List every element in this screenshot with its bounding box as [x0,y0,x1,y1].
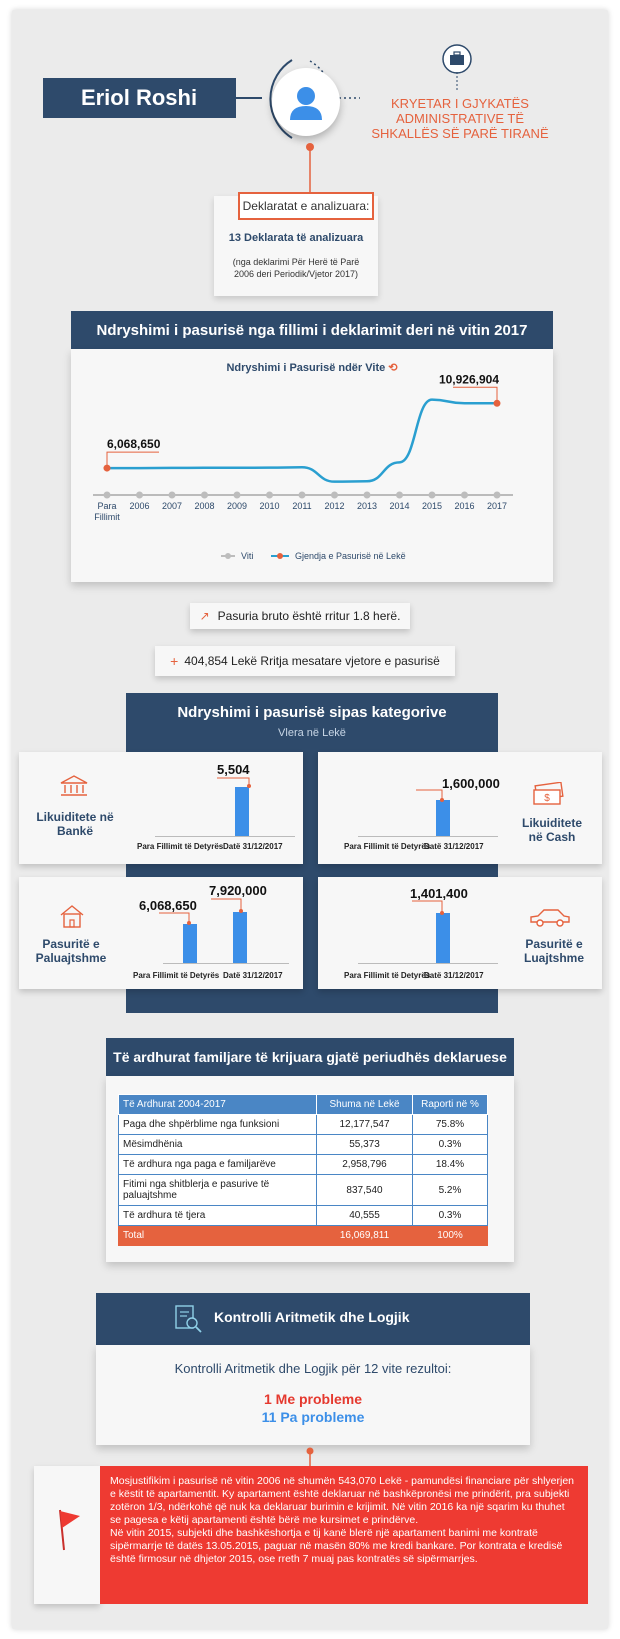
income-section-title: Të ardhurat familjare të krijuara gjatë periudhës deklaruese [106,1038,514,1076]
bank-x-after: Datë 31/12/2017 [223,842,283,851]
wealth-chart-title: Ndryshimi i Pasurisë ndër Vite ⟲ [226,362,398,374]
bank-leader [215,776,255,788]
income-source: Paga dhe shpërblime nga funksioni [119,1115,317,1135]
finding-connector [303,1446,317,1468]
table-row [119,1135,488,1155]
declarations-count: 13 Deklarata të analizuara [228,232,364,244]
bank-x-before: Para Fillimit të Detyrës [137,842,224,851]
income-ratio: 75.8% [413,1115,488,1135]
x-tick-label: 2011 [292,501,312,511]
legend-wealth-marker [277,553,283,559]
person-name: Eriol Roshi [43,78,235,118]
finding-box [100,1466,588,1604]
movable-bar-after [436,913,450,963]
cash-bar-after [436,800,450,836]
x-tick-label: 2016 [454,501,475,511]
declarations-box [214,196,378,296]
declarations-label: Deklaratat e analizuara: [238,192,374,220]
control-card [96,1345,530,1445]
wealth-end-leader [453,387,497,403]
wealth-series-line [107,400,497,482]
x-tick-label: Para [97,501,117,511]
x-axis-point [234,492,241,499]
wealth-end-label: 10,926,904 [438,372,499,387]
income-source: Të ardhura nga paga e familjarëve [119,1155,317,1175]
declarations-note: (nga deklarimi Për Herë të Parë 2006 deri Periodik/Vjetor 2017) [232,257,360,279]
wealth-chart-card [71,349,553,582]
x-tick-label: 2015 [421,501,443,511]
cash-x-after: Datë 31/12/2017 [424,842,484,851]
house-icon [59,903,85,929]
category-section-title: Ndryshimi i pasurisë sipas kategorive [177,704,447,721]
realestate-after-leader [209,897,249,913]
income-table-header [119,1095,488,1115]
income-ratio: 0.3% [413,1206,488,1226]
finding-paragraph-1: Mosjustifikim i pasurisë në vitin 2006 në shumën 543,070 Lekë - pamundësi financiare për shlyerjen e këstit të apartamentit. Ky apartament është deklaruar në bashkëpronësi me prindërit, pra subjekti zotëron 1/3, ndërkohë që nuk ka deklaruar burimin e krijimit. Në vitin 2016 ka një sqarim ku thuhet se pagesa e këtij apartamenti është bërë me kursimet e prindërve. [110,1475,575,1526]
user-icon [272,68,340,136]
income-table-card [106,1076,514,1262]
income-col-source: Të Ardhurat 2004-2017 [119,1095,317,1115]
control-section-header [96,1293,530,1345]
income-amount: 55,373 [317,1135,413,1155]
income-table [118,1094,488,1246]
avatar [272,68,340,136]
x-tick-label: 2009 [226,501,248,511]
x-tick-label: 2014 [389,501,410,511]
vertical-connector [303,140,317,196]
x-axis-point [396,492,403,499]
svg-text:$: $ [544,793,550,804]
briefcase-icon [442,44,472,74]
realestate-x-before: Para Fillimit të Detyrës [133,971,220,980]
realestate-bar-after [233,912,247,963]
realestate-label: Pasuritë e Paluajtshme [35,937,107,965]
table-row [119,1115,488,1135]
movable-leader [410,899,450,915]
cash-icon [532,782,566,808]
x-axis-point [104,492,111,499]
legend-wealth-label: Gjendja e Pasurisë në Lekë [295,551,406,561]
cash-leader [414,788,450,802]
income-col-amount: Shuma në Lekë [317,1095,413,1115]
movable-x-after: Datë 31/12/2017 [424,971,484,980]
x-axis-point [136,492,143,499]
avg-growth-note: + 404,854 Lekë Rritja mesatare vjetore e pasurisë [155,646,455,676]
plus-icon: + [170,653,179,669]
x-tick-label: 2012 [324,501,345,511]
legend-year-label: Viti [241,551,254,561]
income-source: Të ardhura të tjera [119,1206,317,1226]
x-axis-point [331,492,338,499]
movable-x-before: Para Fillimit të Detyrës [344,971,431,980]
income-amount: 40,555 [317,1206,413,1226]
bank-card [19,752,303,864]
flag-panel [34,1466,100,1604]
x-axis-point [169,492,176,499]
bank-axis [155,836,295,837]
income-amount: 837,540 [317,1175,413,1206]
table-row [119,1155,488,1175]
x-tick-label: 2010 [259,501,280,511]
control-without-problems: 11 Pa probleme [261,1409,365,1425]
wealth-start-leader [107,452,159,468]
x-tick-label: 2017 [486,501,508,511]
movable-axis [358,963,498,964]
realestate-after-value-label: 7,920,000 [209,883,267,898]
growth-note: ↗ Pasuria bruto është rritur 1.8 herë. [190,603,410,629]
realestate-before-value-label: 6,068,650 [139,898,197,913]
x-axis-point [201,492,208,499]
income-total-amount: 16,069,811 [317,1226,413,1246]
trending-up-icon: ↗ [199,609,210,623]
realestate-bar-before [183,924,197,963]
wealth-section-title: Ndryshimi i pasurisë nga fillimi i deklarimit deri në vitin 2017 [71,311,553,349]
x-tick-label: 2013 [356,501,378,511]
x-axis-point [461,492,468,499]
income-amount: 2,958,796 [317,1155,413,1175]
control-with-problems: 1 Me probleme [263,1391,363,1407]
cash-label: Likuiditete në Cash [521,816,582,844]
control-section-title: Kontrolli Aritmetik dhe Logjik [214,1309,410,1325]
control-summary: Kontrolli Aritmetik dhe Logjik për 12 vite rezultoi: [174,1361,452,1376]
table-row [119,1175,488,1206]
cash-axis [358,836,498,837]
realestate-before-leader [157,911,197,925]
income-amount: 12,177,547 [317,1115,413,1135]
x-axis-point [364,492,371,499]
legend-year-marker [225,553,231,559]
position-title: KRYETAR I GJYKATËS ADMINISTRATIVE TË SHKALLËS SË PARË TIRANË [371,96,549,141]
cash-card [318,752,602,864]
income-source: Fitimi nga shitblerja e pasurive të paluajtshme [119,1175,317,1206]
table-total-row [119,1226,488,1246]
realestate-axis [163,963,289,964]
car-icon [528,907,572,929]
x-tick-label: 2007 [161,501,183,511]
bank-bar-after [235,787,249,836]
finding-paragraph-2: Në vitin 2015, subjekti dhe bashkëshortja e tij kanë blerë një apartament banimi me kontratë sipërmarrje të datës 13.05.2015, paguar në masën 80% me kredi bankare. Por kontrata e kredisë është firmosur në dhjetor 2015, ose rreth 7 muaj pas kontratës së sipërmarrjes. [110,1527,563,1565]
x-axis-point [266,492,273,499]
income-total-ratio: 100% [413,1226,488,1246]
category-section-subtitle: Vlera në Lekë [278,727,346,739]
income-col-ratio: Raporti në % [413,1095,488,1115]
cash-value-label: 1,600,000 [442,776,500,791]
x-axis-point [429,492,436,499]
bank-value-label: 5,504 [217,762,250,777]
x-tick-label: Fillimit [94,512,120,522]
movable-card [318,877,602,989]
income-ratio: 18.4% [413,1155,488,1175]
wealth-line-chart [71,349,553,582]
x-axis-point [299,492,306,499]
bank-icon [59,774,89,798]
realestate-x-after: Datë 31/12/2017 [223,971,283,980]
realestate-card [19,877,303,989]
income-total-label: Total [119,1226,317,1246]
bank-label: Likuiditete në Bankë [36,810,114,838]
movable-label: Pasuritë e Luajtshme [523,937,584,965]
income-source: Mësimdhënia [119,1135,317,1155]
wealth-start-label: 6,068,650 [107,437,161,452]
x-axis-point [494,492,501,499]
refresh-icon: ⟲ [388,362,398,374]
position-connector [455,72,459,92]
movable-value-label: 1,401,400 [410,886,468,901]
cash-x-before: Para Fillimit të Detyrës [344,842,431,851]
red-flag-icon [54,1508,84,1552]
income-ratio: 0.3% [413,1135,488,1155]
income-ratio: 5.2% [413,1175,488,1206]
x-tick-label: 2006 [129,501,150,511]
table-row [119,1206,488,1226]
x-tick-label: 2008 [194,501,215,511]
document-search-icon [172,1303,204,1335]
